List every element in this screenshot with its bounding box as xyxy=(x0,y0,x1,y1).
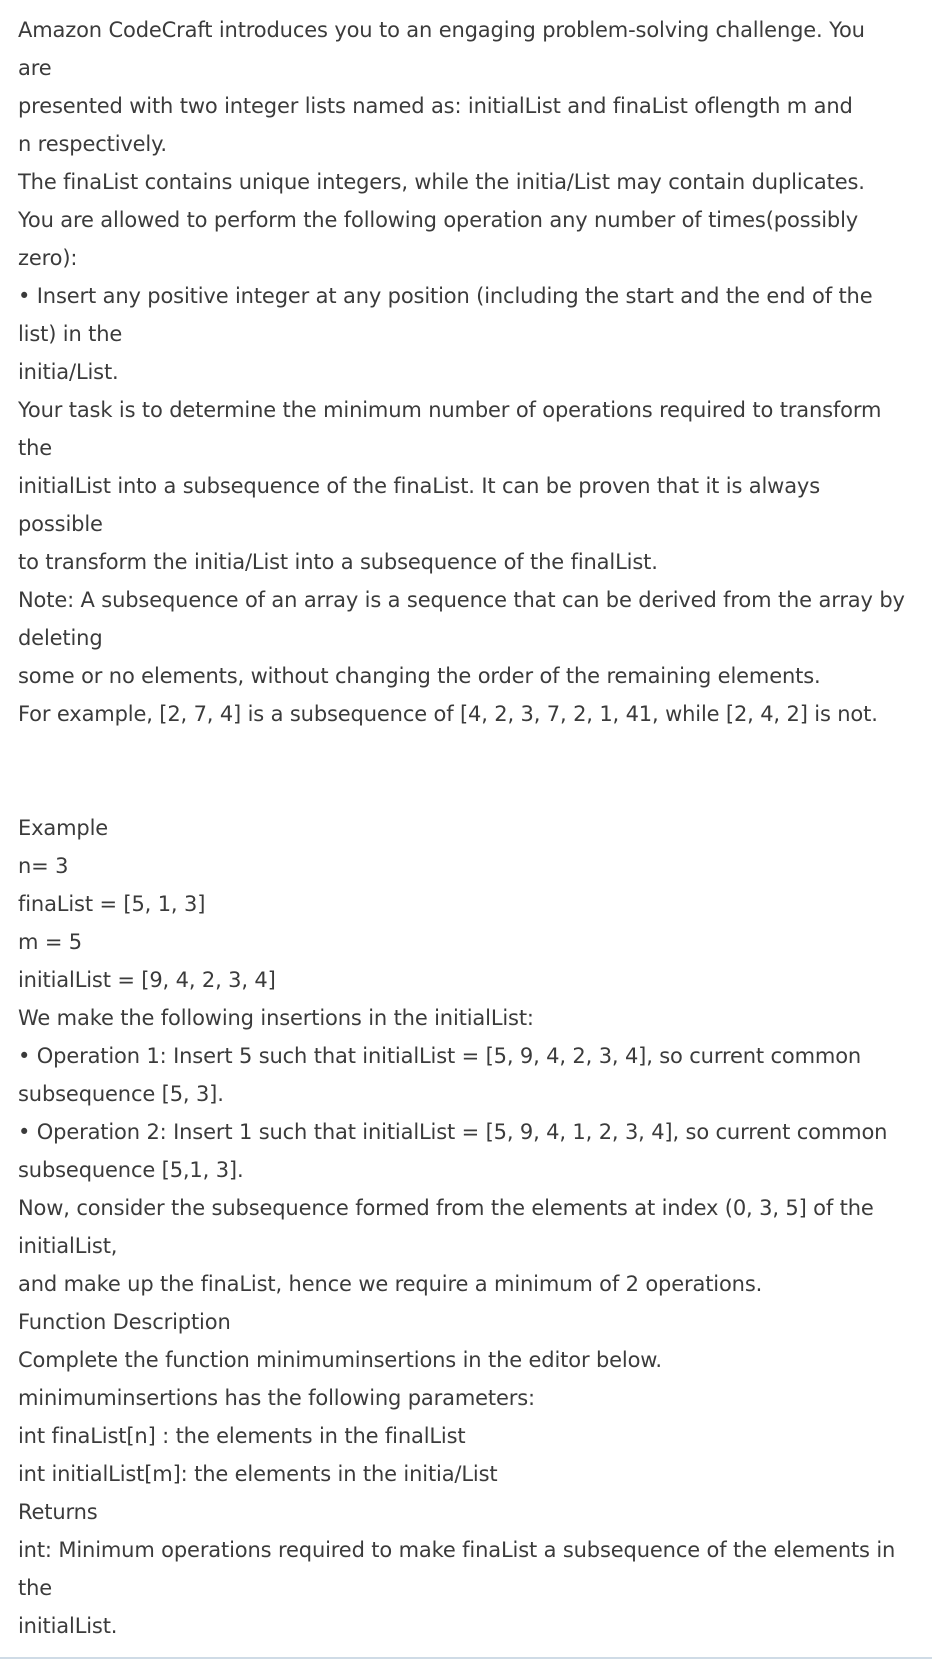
text-line: initialList into a subsequence of the finaList. It can be proven that it is always xyxy=(18,474,820,498)
text-line: initia/List. xyxy=(18,360,119,384)
text-line: Note: A subsequence of an array is a sequence that can be derived from the array by xyxy=(18,588,905,612)
text-line: are xyxy=(18,56,52,80)
text-line: list) in the xyxy=(18,322,123,346)
text-line: the xyxy=(18,436,53,460)
text-line: some or no elements, without changing the order of the remaining elements. xyxy=(18,664,821,688)
text-line: initialList = [9, 4, 2, 3, 4] xyxy=(18,968,276,992)
text-line: int finaList[n] : the elements in the finalList xyxy=(18,1424,466,1448)
bullet-line: • Insert any positive integer at any position (including the start and the end of the xyxy=(18,284,873,308)
text-line: subsequence [5,1, 3]. xyxy=(18,1158,244,1182)
text-line: minimuminsertions has the following parameters: xyxy=(18,1386,535,1410)
text-line: n respectively. xyxy=(18,132,167,156)
text-line: subsequence [5, 3]. xyxy=(18,1082,224,1106)
text-line: initialList. xyxy=(18,1614,118,1638)
bullet-line: • Operation 2: Insert 1 such that initialList = [5, 9, 4, 1, 2, 3, 4], so current common xyxy=(18,1120,888,1144)
section-heading-returns: Returns xyxy=(18,1500,98,1524)
bottom-divider xyxy=(0,1657,932,1659)
text-line: m = 5 xyxy=(18,930,83,954)
problem-statement xyxy=(18,11,923,1645)
text-line: Your task is to determine the minimum number of operations required to transform xyxy=(18,398,882,422)
text-line: deleting xyxy=(18,626,103,650)
text-line: For example, [2, 7, 4] is a subsequence of [4, 2, 3, 7, 2, 1, 41, while [2, 4, 2] is not. xyxy=(18,702,878,726)
text-line: and make up the finaList, hence we require a minimum of 2 operations. xyxy=(18,1272,763,1296)
text-line: the xyxy=(18,1576,53,1600)
section-heading-example: Example xyxy=(18,816,109,840)
text-line: zero): xyxy=(18,246,78,270)
text-line: You are allowed to perform the following operation any number of times(possibly xyxy=(18,208,859,232)
blank-line xyxy=(18,733,923,771)
bullet-line: • Operation 1: Insert 5 such that initialList = [5, 9, 4, 2, 3, 4], so current common xyxy=(18,1044,862,1068)
text-line: int: Minimum operations required to make finaList a subsequence of the elements in xyxy=(18,1538,896,1562)
text-line: possible xyxy=(18,512,103,536)
text-line: n= 3 xyxy=(18,854,69,878)
text-line: We make the following insertions in the initialList: xyxy=(18,1006,534,1030)
text-line: initialList, xyxy=(18,1234,118,1258)
text-line: finaList = [5, 1, 3] xyxy=(18,892,206,916)
text-line: int initialList[m]: the elements in the initia/List xyxy=(18,1462,498,1486)
blank-line xyxy=(18,771,923,809)
section-heading-function-description: Function Description xyxy=(18,1310,231,1334)
text-line: Now, consider the subsequence formed from the elements at index (0, 3, 5] of the xyxy=(18,1196,874,1220)
text-line: Amazon CodeCraft introduces you to an engaging problem-solving challenge. You xyxy=(18,18,865,42)
text-line: Complete the function minimuminsertions in the editor below. xyxy=(18,1348,662,1372)
text-line: presented with two integer lists named as: initialList and finaList oflength m and xyxy=(18,94,853,118)
text-line: to transform the initia/List into a subsequence of the finalList. xyxy=(18,550,658,574)
text-line: The finaList contains unique integers, while the initia/List may contain duplicates. xyxy=(18,170,865,194)
